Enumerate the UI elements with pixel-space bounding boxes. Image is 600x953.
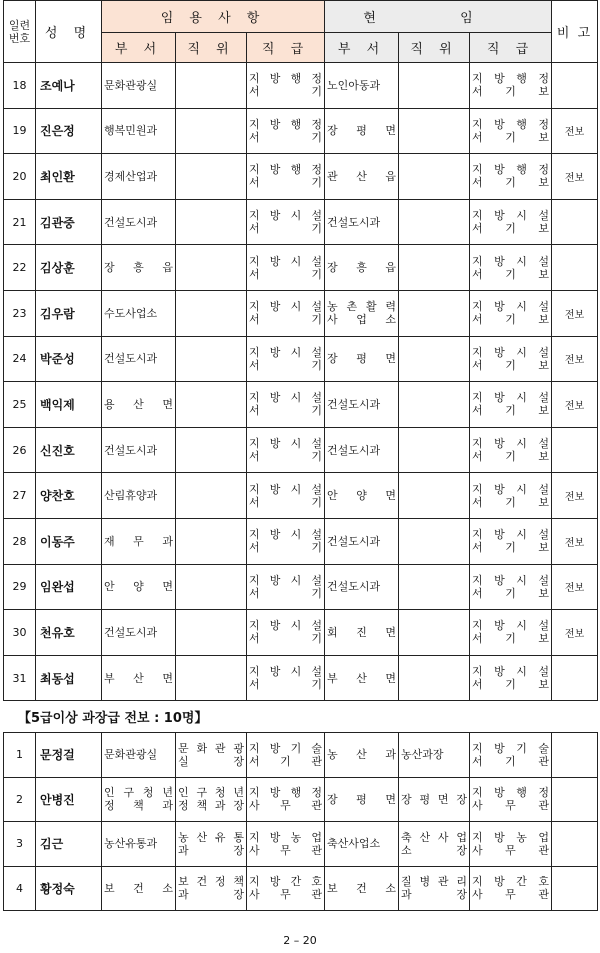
appt-grade-line1: 지 방 시 설 [249, 573, 323, 587]
appt-grade-line1: 지 방 시 설 [249, 391, 323, 405]
appt-position [176, 154, 247, 200]
cur-grade-line1: 지 방 시 설 [472, 391, 550, 405]
cur-dept: 농 산 과 [325, 733, 399, 778]
appt-grade [247, 610, 325, 656]
table-row [4, 382, 598, 428]
person-name: 최인환 [36, 154, 102, 200]
appt-position [176, 290, 247, 336]
remark: 전보 [552, 610, 598, 656]
header-appt-position: 직 위 [176, 33, 247, 63]
appt-grade [247, 108, 325, 154]
cur-grade [470, 199, 552, 245]
appt-dept: 재 무 과 [102, 518, 176, 564]
cur-position: 장 평 면 장 [399, 777, 470, 822]
cur-grade-line1: 지 방 행 정 [472, 117, 550, 131]
remark [552, 777, 598, 822]
cur-position [399, 108, 470, 154]
header-cur-dept: 부 서 [325, 33, 399, 63]
appt-grade-line2: 서 기 관 [249, 754, 322, 768]
cur-grade [470, 427, 552, 473]
header-serial: 일련 번호 [4, 1, 36, 63]
appt-grade-line2: 서 기 [249, 85, 323, 99]
appt-grade-line2: 사 무 관 [249, 888, 322, 902]
director-transfer-table [3, 732, 598, 911]
cur-grade [470, 610, 552, 656]
appt-grade-line1: 지 방 행 정 [249, 117, 323, 131]
remark: 전보 [552, 518, 598, 564]
cur-grade [470, 866, 552, 911]
cur-grade-line2: 서 기 보 [472, 130, 550, 144]
cur-position [399, 63, 470, 109]
remark: 전보 [552, 382, 598, 428]
appt-position [176, 427, 247, 473]
cur-grade-line1: 지 방 간 호 [472, 875, 549, 889]
remark: 전보 [552, 290, 598, 336]
cur-dept: 장 평 면 [325, 108, 399, 154]
appt-grade [247, 777, 325, 822]
appt-position: 인 구 청 년 정 책 과 장 [176, 777, 247, 822]
remark [552, 427, 598, 473]
serial-number: 18 [4, 63, 36, 109]
cur-grade-line1: 지 방 시 설 [472, 665, 550, 679]
cur-grade [470, 336, 552, 382]
header-cur-position: 직 위 [399, 33, 470, 63]
appt-grade [247, 473, 325, 519]
header-current: 현 임 [325, 1, 552, 33]
cur-grade [470, 733, 552, 778]
appt-grade-line1: 지 방 시 설 [249, 254, 323, 268]
cur-grade-line2: 서 기 보 [472, 495, 550, 509]
cur-grade-line2: 서 기 보 [472, 222, 550, 236]
appt-grade [247, 154, 325, 200]
person-name: 양찬호 [36, 473, 102, 519]
cur-grade-line2: 서 기 보 [472, 404, 550, 418]
table-row [4, 822, 598, 867]
appt-position [176, 564, 247, 610]
appt-position: 농 산 유 통 과 장 [176, 822, 247, 867]
serial-number: 27 [4, 473, 36, 519]
cur-position [399, 518, 470, 564]
cur-grade-line2: 사 무 관 [472, 888, 549, 902]
appt-dept: 건설도시과 [102, 610, 176, 656]
appt-position [176, 245, 247, 291]
appt-grade-line1: 지 방 시 설 [249, 619, 323, 633]
table-row [4, 777, 598, 822]
serial-number: 4 [4, 866, 36, 911]
cur-grade-line2: 사 무 관 [472, 799, 549, 813]
cur-grade-line2: 서 기 보 [472, 176, 550, 190]
appt-grade-line2: 서 기 [249, 632, 323, 646]
person-name: 조예나 [36, 63, 102, 109]
header-appt-grade: 직 급 [247, 33, 325, 63]
person-name: 안병진 [36, 777, 102, 822]
cur-position [399, 154, 470, 200]
appt-grade [247, 290, 325, 336]
cur-grade [470, 777, 552, 822]
appt-position [176, 518, 247, 564]
appt-grade-line1: 지 방 시 설 [249, 665, 323, 679]
appt-position [176, 473, 247, 519]
cur-grade-line2: 서 기 보 [472, 541, 550, 555]
appt-grade-line1: 지 방 기 술 [249, 741, 322, 755]
appt-grade-line2: 서 기 [249, 678, 323, 692]
cur-grade [470, 63, 552, 109]
appt-grade-line2: 사 무 관 [249, 843, 322, 857]
appt-position: 보 건 정 책 과 장 [176, 866, 247, 911]
appt-grade-line2: 서 기 [249, 222, 323, 236]
remark [552, 63, 598, 109]
table-row [4, 866, 598, 911]
appt-grade-line1: 지 방 시 설 [249, 300, 323, 314]
appt-grade-line1: 지 방 행 정 [249, 72, 323, 86]
cur-grade-line1: 지 방 농 업 [472, 830, 549, 844]
serial-number: 29 [4, 564, 36, 610]
table-row [4, 245, 598, 291]
cur-grade-line1: 지 방 시 설 [472, 573, 550, 587]
cur-position [399, 564, 470, 610]
appt-grade-line2: 서 기 [249, 176, 323, 190]
table-row [4, 473, 598, 519]
cur-grade [470, 564, 552, 610]
appt-dept: 건설도시과 [102, 336, 176, 382]
appt-grade-line1: 지 방 시 설 [249, 528, 323, 542]
header-name: 성 명 [36, 1, 102, 63]
person-name: 이동주 [36, 518, 102, 564]
cur-dept: 농 촌 활 력 사 업 소 [325, 290, 399, 336]
cur-dept: 보 건 소 [325, 866, 399, 911]
appt-grade [247, 866, 325, 911]
appt-grade-line2: 서 기 [249, 404, 323, 418]
person-name: 김우람 [36, 290, 102, 336]
cur-grade-line2: 서 기 보 [472, 358, 550, 372]
person-name: 김관중 [36, 199, 102, 245]
cur-grade-line1: 지 방 시 설 [472, 254, 550, 268]
page-number: 2 – 20 [283, 934, 317, 947]
cur-grade-line1: 지 방 행 정 [472, 72, 550, 86]
appt-grade [247, 733, 325, 778]
person-name: 진은정 [36, 108, 102, 154]
cur-dept: 장 흥 읍 [325, 245, 399, 291]
appt-grade [247, 245, 325, 291]
appt-grade [247, 199, 325, 245]
cur-grade-line2: 서 기 보 [472, 267, 550, 281]
appt-position [176, 336, 247, 382]
cur-grade-line2: 서 기 보 [472, 85, 550, 99]
cur-dept: 장 평 면 [325, 336, 399, 382]
cur-grade-line1: 지 방 시 설 [472, 528, 550, 542]
header-appointment: 임 용 사 항 [102, 1, 325, 33]
appt-dept: 장 흥 읍 [102, 245, 176, 291]
person-name: 임완섭 [36, 564, 102, 610]
appt-grade-line1: 지 방 행 정 [249, 786, 322, 800]
cur-position: 축 산 사 업 소 장 [399, 822, 470, 867]
appt-grade [247, 336, 325, 382]
cur-dept: 건설도시과 [325, 427, 399, 473]
remark [552, 822, 598, 867]
remark [552, 245, 598, 291]
cur-grade [470, 108, 552, 154]
table-row [4, 154, 598, 200]
appt-grade [247, 382, 325, 428]
appt-position [176, 610, 247, 656]
header-remarks: 비 고 [552, 1, 598, 63]
table-row [4, 518, 598, 564]
cur-grade-line1: 지 방 시 설 [472, 437, 550, 451]
cur-position [399, 655, 470, 701]
remark [552, 655, 598, 701]
appt-dept: 용 산 면 [102, 382, 176, 428]
serial-number: 22 [4, 245, 36, 291]
table-row [4, 655, 598, 701]
person-name: 김상훈 [36, 245, 102, 291]
serial-number: 3 [4, 822, 36, 867]
cur-position [399, 382, 470, 428]
cur-grade [470, 290, 552, 336]
cur-dept: 장 평 면 [325, 777, 399, 822]
appt-dept: 건설도시과 [102, 199, 176, 245]
personnel-table [3, 0, 598, 701]
cur-grade-line1: 지 방 시 설 [472, 345, 550, 359]
appt-grade [247, 564, 325, 610]
person-name: 천유호 [36, 610, 102, 656]
serial-number: 24 [4, 336, 36, 382]
table-row [4, 199, 598, 245]
appt-grade [247, 427, 325, 473]
cur-dept: 노인아동과 [325, 63, 399, 109]
cur-dept: 건설도시과 [325, 382, 399, 428]
header-cur-grade: 직 급 [470, 33, 552, 63]
cur-grade [470, 822, 552, 867]
cur-grade-line2: 서 기 관 [472, 754, 549, 768]
appt-dept: 부 산 면 [102, 655, 176, 701]
appt-dept: 인 구 청 년 정 책 과 [102, 777, 176, 822]
cur-position: 농산과장 [399, 733, 470, 778]
cur-grade [470, 473, 552, 519]
cur-grade [470, 382, 552, 428]
appt-dept: 산림휴양과 [102, 473, 176, 519]
cur-grade-line1: 지 방 시 설 [472, 619, 550, 633]
cur-dept: 건설도시과 [325, 564, 399, 610]
remark: 전보 [552, 336, 598, 382]
cur-grade-line1: 지 방 행 정 [472, 163, 550, 177]
cur-dept: 부 산 면 [325, 655, 399, 701]
cur-grade-line1: 지 방 기 술 [472, 741, 549, 755]
table-row [4, 336, 598, 382]
serial-number: 28 [4, 518, 36, 564]
appt-dept: 안 양 면 [102, 564, 176, 610]
appt-grade-line2: 서 기 [249, 450, 323, 464]
cur-position [399, 336, 470, 382]
table-row [4, 290, 598, 336]
cur-dept: 회 진 면 [325, 610, 399, 656]
serial-number: 23 [4, 290, 36, 336]
cur-grade-line1: 지 방 시 설 [472, 482, 550, 496]
remark [552, 866, 598, 911]
appt-grade-line1: 지 방 간 호 [249, 875, 322, 889]
serial-number: 26 [4, 427, 36, 473]
serial-number: 21 [4, 199, 36, 245]
appt-grade-line2: 서 기 [249, 586, 323, 600]
appt-grade-line2: 서 기 [249, 495, 323, 509]
cur-grade-line2: 서 기 보 [472, 632, 550, 646]
table-row [4, 108, 598, 154]
appt-position [176, 382, 247, 428]
appt-grade-line2: 서 기 [249, 358, 323, 372]
cur-position: 질 병 관 리 과 장 [399, 866, 470, 911]
cur-position [399, 427, 470, 473]
cur-grade-line2: 서 기 보 [472, 586, 550, 600]
cur-position [399, 199, 470, 245]
person-name: 황정숙 [36, 866, 102, 911]
cur-grade-line2: 서 기 보 [472, 678, 550, 692]
remark [552, 733, 598, 778]
appt-grade-line1: 지 방 시 설 [249, 437, 323, 451]
person-name: 문정걸 [36, 733, 102, 778]
appt-grade-line2: 서 기 [249, 267, 323, 281]
cur-grade-line2: 서 기 보 [472, 450, 550, 464]
serial-number: 25 [4, 382, 36, 428]
remark [552, 199, 598, 245]
cur-grade [470, 154, 552, 200]
appt-grade-line2: 사 무 관 [249, 799, 322, 813]
appt-grade [247, 63, 325, 109]
appt-dept: 농산유통과 [102, 822, 176, 867]
header-appt-dept: 부 서 [102, 33, 176, 63]
appt-dept: 문화관광실 [102, 63, 176, 109]
cur-dept: 건설도시과 [325, 518, 399, 564]
appt-dept: 문화관광실 [102, 733, 176, 778]
section-title-director-transfer: 【5급이상 과장급 전보 : 10명】 [18, 711, 208, 726]
appt-grade-line1: 지 방 시 설 [249, 209, 323, 223]
cur-dept: 건설도시과 [325, 199, 399, 245]
serial-number: 2 [4, 777, 36, 822]
serial-number: 30 [4, 610, 36, 656]
remark: 전보 [552, 154, 598, 200]
serial-number: 19 [4, 108, 36, 154]
person-name: 박준성 [36, 336, 102, 382]
appt-dept: 보 건 소 [102, 866, 176, 911]
cur-grade-line1: 지 방 시 설 [472, 209, 550, 223]
cur-grade [470, 655, 552, 701]
appt-position: 문 화 관 광 실 장 [176, 733, 247, 778]
appt-grade-line1: 지 방 농 업 [249, 830, 322, 844]
appt-position [176, 108, 247, 154]
appt-dept: 수도사업소 [102, 290, 176, 336]
cur-dept: 안 양 면 [325, 473, 399, 519]
appt-grade-line1: 지 방 시 설 [249, 482, 323, 496]
cur-position [399, 473, 470, 519]
serial-number: 1 [4, 733, 36, 778]
appt-grade-line2: 서 기 [249, 313, 323, 327]
appt-dept: 경제산업과 [102, 154, 176, 200]
appt-grade-line2: 서 기 [249, 130, 323, 144]
cur-dept: 관 산 읍 [325, 154, 399, 200]
cur-position [399, 290, 470, 336]
appt-grade [247, 518, 325, 564]
table-row [4, 564, 598, 610]
cur-grade-line2: 서 기 보 [472, 313, 550, 327]
remark: 전보 [552, 564, 598, 610]
appt-dept: 행복민원과 [102, 108, 176, 154]
person-name: 신진호 [36, 427, 102, 473]
appt-grade [247, 655, 325, 701]
cur-grade [470, 518, 552, 564]
table-row [4, 63, 598, 109]
appt-position [176, 655, 247, 701]
table-row [4, 427, 598, 473]
appt-grade-line1: 지 방 시 설 [249, 345, 323, 359]
remark: 전보 [552, 108, 598, 154]
person-name: 백익제 [36, 382, 102, 428]
appt-position [176, 63, 247, 109]
cur-grade-line2: 사 무 관 [472, 843, 549, 857]
cur-position [399, 245, 470, 291]
cur-dept: 축산사업소 [325, 822, 399, 867]
person-name: 최동섭 [36, 655, 102, 701]
serial-number: 31 [4, 655, 36, 701]
serial-number: 20 [4, 154, 36, 200]
appt-grade [247, 822, 325, 867]
person-name: 김근 [36, 822, 102, 867]
table-row [4, 610, 598, 656]
table-row [4, 733, 598, 778]
cur-position [399, 610, 470, 656]
cur-grade-line1: 지 방 시 설 [472, 300, 550, 314]
appt-dept: 건설도시과 [102, 427, 176, 473]
cur-grade-line1: 지 방 행 정 [472, 786, 549, 800]
cur-grade [470, 245, 552, 291]
appt-grade-line1: 지 방 행 정 [249, 163, 323, 177]
remark: 전보 [552, 473, 598, 519]
appt-grade-line2: 서 기 [249, 541, 323, 555]
appt-position [176, 199, 247, 245]
